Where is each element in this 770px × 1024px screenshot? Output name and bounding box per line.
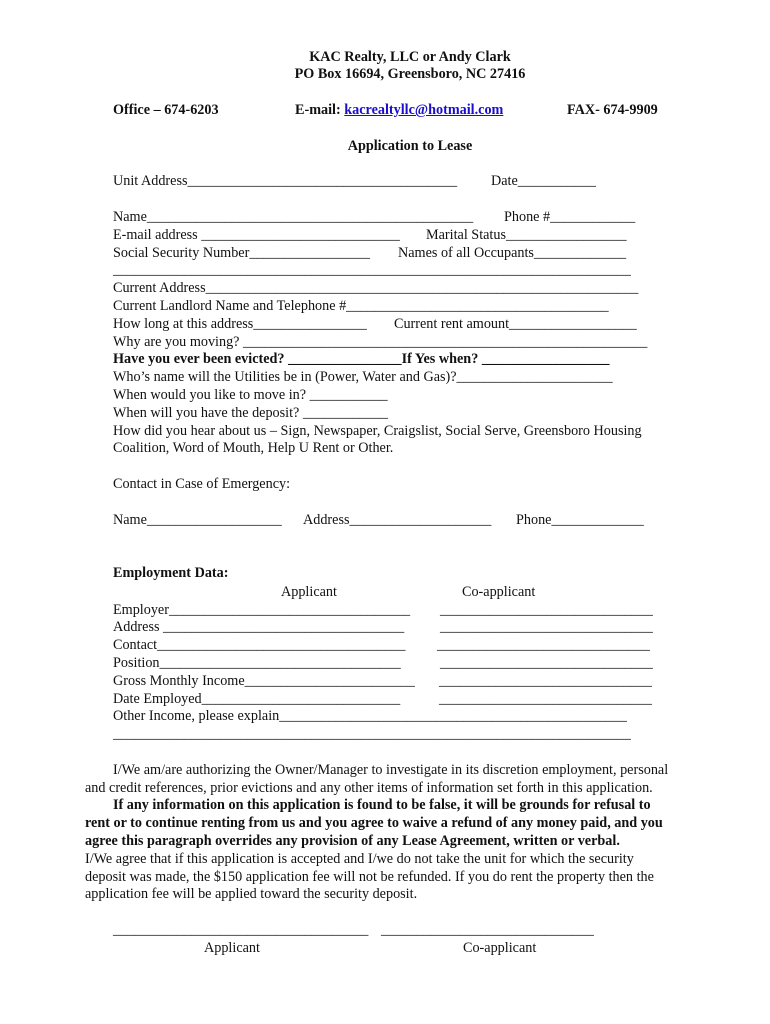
co-applicant-column-label: Co-applicant bbox=[462, 584, 536, 600]
phone-field[interactable]: Phone #____________ bbox=[504, 209, 636, 225]
emergency-address-field[interactable]: Address____________________ bbox=[303, 512, 492, 528]
employer-address-field[interactable]: Address __________________________________ bbox=[113, 619, 405, 635]
emergency-name-field[interactable]: Name___________________ bbox=[113, 512, 282, 528]
false-info-line-2: rent or to continue renting from us and you agree to waive a refund of any money paid, and you bbox=[85, 815, 663, 831]
contact-co-field[interactable]: ______________________________ bbox=[437, 637, 650, 653]
deposit-field[interactable]: When will you have the deposit? ____________ bbox=[113, 405, 389, 421]
office-phone: Office – 674-6203 bbox=[113, 102, 219, 118]
ssn-field[interactable]: Social Security Number_________________ bbox=[113, 245, 370, 261]
email-address-field[interactable]: E-mail address ____________________________ bbox=[113, 227, 400, 243]
email-contact bbox=[295, 102, 503, 119]
utilities-field[interactable]: Who’s name will the Utilities be in (Power, Water and Gas)?______________________ bbox=[113, 369, 613, 385]
date-employed-field[interactable]: Date Employed____________________________ bbox=[113, 691, 401, 707]
company-name: KAC Realty, LLC or Andy Clark bbox=[309, 49, 511, 65]
move-in-field[interactable]: When would you like to move in? ___________ bbox=[113, 387, 388, 403]
co-applicant-signature-label: Co-applicant bbox=[463, 940, 537, 956]
fee-line-2: deposit was made, the $150 application fee will not be refunded. If you do rent the property then the bbox=[85, 869, 654, 885]
current-address-field[interactable]: Current Address_____________________________________________________________ bbox=[113, 280, 639, 296]
why-moving-field[interactable]: Why are you moving? _________________________________________________________ bbox=[113, 334, 648, 350]
fee-line-3: application fee will be applied toward the security deposit. bbox=[85, 886, 418, 902]
evicted-field[interactable]: Have you ever been evicted? ________________If Yes when? __________________ bbox=[113, 351, 610, 367]
occupants-continuation-line[interactable]: _________________________________________________________________________ bbox=[113, 262, 631, 278]
how-long-field[interactable]: How long at this address________________ bbox=[113, 316, 367, 332]
employer-field[interactable]: Employer__________________________________ bbox=[113, 602, 411, 618]
landlord-field[interactable]: Current Landlord Name and Telephone #_____________________________________ bbox=[113, 298, 609, 314]
unit-address-field[interactable]: Unit Address______________________________________ bbox=[113, 173, 458, 189]
form-title: Application to Lease bbox=[347, 138, 473, 154]
authorization-line-1: I/We am/are authorizing the Owner/Manager to investigate in its discretion employment, personal bbox=[113, 762, 669, 778]
email-link[interactable]: kacrealtyllc@hotmail.com bbox=[344, 102, 504, 118]
marital-status-field[interactable]: Marital Status_________________ bbox=[426, 227, 627, 243]
gross-income-co-field[interactable]: ______________________________ bbox=[439, 673, 652, 689]
hear-about-line-2: Coalition, Word of Mouth, Help U Rent or Other. bbox=[113, 440, 394, 456]
other-income-field[interactable]: Other Income, please explain_________________________________________________ bbox=[113, 708, 627, 724]
emergency-phone-field[interactable]: Phone_____________ bbox=[516, 512, 644, 528]
employment-heading: Employment Data: bbox=[113, 565, 229, 581]
false-info-line-1: If any information on this application is found to be false, it will be grounds for refusal to bbox=[113, 797, 651, 813]
position-co-field[interactable]: ______________________________ bbox=[440, 655, 653, 671]
date-field[interactable]: Date___________ bbox=[491, 173, 596, 189]
applicant-signature-label: Applicant bbox=[204, 940, 260, 956]
email-label: E-mail: bbox=[295, 102, 345, 118]
authorization-line-2: and credit references, prior evictions and any other items of information set forth in this application. bbox=[85, 780, 653, 796]
fax-number: FAX- 674-9909 bbox=[567, 102, 658, 118]
employer-co-field[interactable]: ______________________________ bbox=[440, 602, 653, 618]
position-field[interactable]: Position__________________________________ bbox=[113, 655, 401, 671]
applicant-column-label: Applicant bbox=[281, 584, 337, 600]
occupants-field[interactable]: Names of all Occupants_____________ bbox=[398, 245, 627, 261]
other-income-continuation-line[interactable]: _________________________________________________________________________ bbox=[113, 726, 631, 742]
employer-address-co-field[interactable]: ______________________________ bbox=[440, 619, 653, 635]
hear-about-line-1: How did you hear about us – Sign, Newspaper, Craigslist, Social Serve, Greensboro Housing bbox=[113, 423, 642, 439]
fee-line-1: I/We agree that if this application is accepted and I/we do not take the unit for which the security bbox=[85, 851, 634, 867]
company-address: PO Box 16694, Greensboro, NC 27416 bbox=[294, 66, 526, 82]
name-field[interactable]: Name______________________________________________ bbox=[113, 209, 474, 225]
false-info-line-3: agree this paragraph overrides any provision of any Lease Agreement, written or verbal. bbox=[85, 833, 620, 849]
co-applicant-signature-line[interactable]: ______________________________ bbox=[381, 922, 594, 938]
gross-income-field[interactable]: Gross Monthly Income________________________ bbox=[113, 673, 415, 689]
date-employed-co-field[interactable]: ______________________________ bbox=[439, 691, 652, 707]
emergency-heading: Contact in Case of Emergency: bbox=[113, 476, 291, 492]
applicant-signature-line[interactable]: ____________________________________ bbox=[113, 922, 369, 938]
current-rent-field[interactable]: Current rent amount__________________ bbox=[394, 316, 637, 332]
contact-field[interactable]: Contact___________________________________ bbox=[113, 637, 406, 653]
